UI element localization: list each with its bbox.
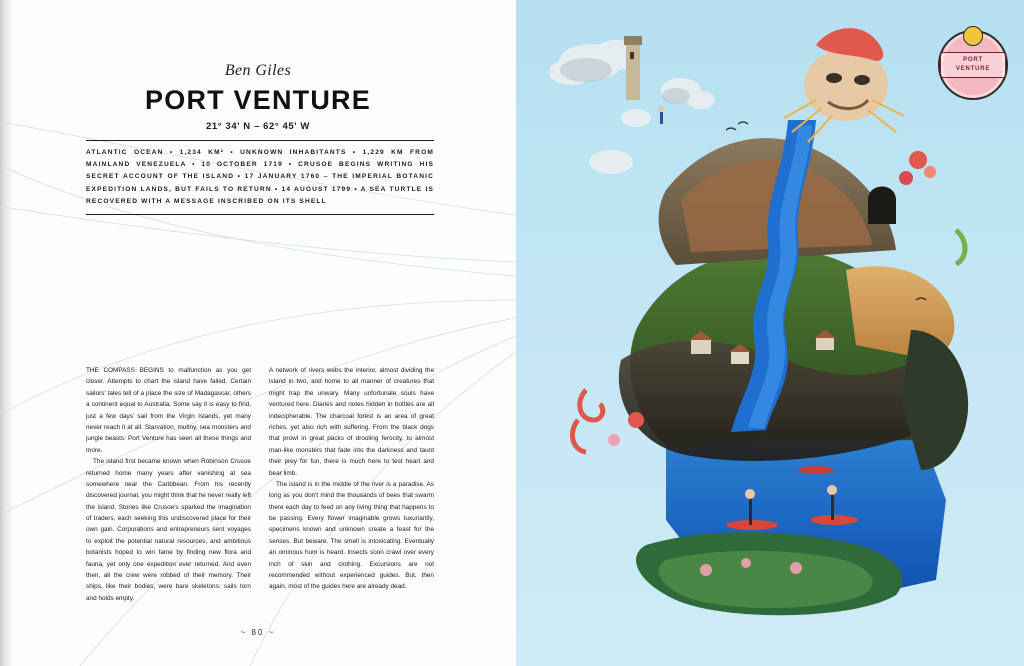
tower [624,36,642,100]
port-venture-stamp [938,30,1008,100]
island-collage-artwork [516,0,1024,666]
page-title: PORT VENTURE [145,85,371,115]
right-page [516,0,1024,666]
paragraph: THE COMPASS BEGINS to malfunction as you get closer. Attempts to chart the island have failed. Certain sailors' tales tell of a place the size of Madagascar, others a continent equal to Australia. Some say it is easy to find, just a few days' sail from the Virgin Islands, yet many never reach it at all. Starvation, mutiny, sea monsters and jungle beasts: Port Venture has seen all these things and more. [86,367,251,454]
fact-box: ATLANTIC OCEAN • 1,234 KM² • UNKNOWN INHABITANTS • 1,229 KM FROM MAINLAND VENEZUELA • 10 OCTOBER 1719 • CRUSOE BEGINS WRITING HIS SECRET ACCOUNT OF THE ISLAND • 17 JANUARY 1760 – THE IMPERIAL BOTANIC EXPEDITION LANDS, BUT FAILS TO RETURN • 14 AUGUST 1799 • A SEA TURTLE IS RECOVERED WITH A MESSAGE INSCRIBED ON ITS SHELL [86,140,434,215]
body-column-one [86,365,251,604]
face-collage [784,28,904,142]
paragraph: The island is in the middle of the river is a paradise. As long as you don't mind the thousands of bees that swarm there each day to feed on any living thing that happens to be passing. Every flower imaginable grows luxuriantly, specimens known and unknown create a feast for the senses. But beware. The smell is intoxicating. Eventually an ominous hum is heard. Insects soon crawl over every inch of skin and clothing. Excursions are not recommended without experienced guides. But, then again, most of the guides here are already dead. [269,480,434,591]
author-byline: Ben Giles [224,62,292,79]
body-columns [86,365,434,604]
sun-icon [963,26,983,46]
body-column-two [269,365,434,604]
figure [658,106,664,124]
arch [868,187,896,225]
paragraph: The island first became known when Robinson Crusoe returned home many years after vanishing at sea somewhere near the Caribbean. From his recently discovered journal, you might think that he never really left the island. Stories like Crusoe's sparked the imagination of traders, each seeking this undiscovered place for their own gain. Corporations and entrepreneurs sent voyages to exploit the potential natural resources, and ambitious botanists hoped to win fame by finding new flora and fauna, yet only one expedition ever returned. And even then, all the crew were robbed of their memory. Their ships, like their bodies, were bare skeletons: sails torn and holds empty. [86,458,251,602]
page-number: ~ 80 ~ [240,628,276,637]
paragraph: A network of rivers webs the interior, almost dividing the island in two, and home to all manner of creatures that might trap the unwary. Many unfortunate souls have ventured here. Diaries and notes hidden in bottles are all indecipherable. The charcoal forest is an area of great riches, yet also rich with suffering. From the black dogs that prowl in great packs of drooling ferocity, to almost man-like monsters that fade into the darkness and taunt their prey for fun, there is much here to test heart and bear limb. [269,367,434,477]
stamp-label: PORT VENTURE [940,52,1006,78]
coordinates: 21° 34' N – 62° 45' W [206,121,310,132]
